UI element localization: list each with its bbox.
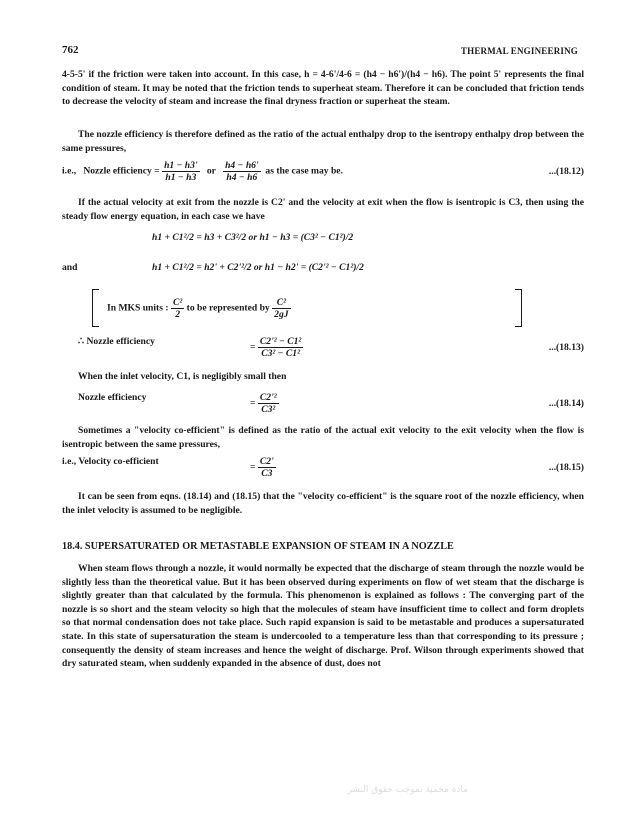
- equation-number: ...(18.14): [548, 398, 584, 409]
- equation-18-12: [62, 160, 584, 186]
- fraction-c2p-c1: $\frac{\text{C2'² − C1²}}{\text{C3² − C1²}}$: [259, 336, 302, 359]
- eq-tail: as the case may be.: [265, 165, 343, 177]
- mks-mid: to be represented by: [186, 302, 270, 314]
- page-number: 762: [62, 44, 79, 56]
- paragraph-friction: 4-5-5' if the friction were taken into account. In this case, h = 4-6'/4-6 = (h4 − h6')/(h4 − h6). The point 5' represents the final condition of steam. It may be noted that the friction tends to superheat steam. Therefore it can be concluded that friction tends to decrease the velocity of steam and increase the final dryness fraction or superheat the steam.: [62, 69, 584, 108]
- fraction-c2-2: $\frac{\text{C²}}{2}$: [172, 297, 183, 320]
- eq-equals: =: [250, 461, 256, 473]
- eq-actual-text: h1 + C1²/2 = h2' + C2'²/2 or h1 − h2' = (C2'² − C1²)/2: [152, 262, 364, 273]
- equation-number: ...(18.15): [548, 462, 584, 473]
- paragraph-velocity-coefficient: Sometimes a "velocity co-efficient" is defined as the ratio of the actual exit velocity to the exit velocity when the flow is isentropic between the same pressures,: [62, 425, 584, 450]
- eq-lead: Nozzle efficiency: [78, 392, 147, 403]
- equation-number: ...(18.12): [548, 166, 584, 177]
- eq-lead: ∴ Nozzle efficiency: [78, 336, 155, 347]
- equation-18-14: [62, 392, 584, 418]
- paragraph-nozzle-efficiency-definition: The nozzle efficiency is therefore defined as the ratio of the actual enthalpy drop to the isentropy enthalpy drop between the same pressures,: [62, 129, 584, 154]
- paragraph-inlet-negligible: When the inlet velocity, C1, is negligibly small then: [78, 371, 287, 382]
- equation-number: ...(18.13): [548, 342, 584, 353]
- paragraph-velocity-exit: If the actual velocity at exit from the nozzle is C2' and the velocity at exit when the flow is isentropic is C3, then using the steady flow energy equation, in each case we have: [62, 197, 584, 222]
- paragraph-supersaturated: When steam flows through a nozzle, it would normally be expected that the discharge of steam through the nozzle would be slightly less than the theoretical value. But it has been observed during experiments on flow of wet steam that the discharge is slightly greater than that calculated by the formula. This phenomenon is explained as follows : The converging part of the nozzle is so short and the steam velocity so high that the molecules of steam have insufficient time to collect and form droplets so that normal condensation does not take place. Such rapid expansion is said to be metastable and produces a supersaturated state. In this state of supersaturation the steam is undercooled to a temperature less than that corresponding to its pressure ; consequently the density of steam increases and hence the weight of discharge. Prof. Wilson through experiments showed that dry saturated steam, when suddenly expanded in the absence of dust, does not: [62, 563, 584, 670]
- equation-energy-actual: [62, 262, 584, 288]
- mks-lead: In MKS units :: [107, 302, 169, 314]
- running-title: THERMAL ENGINEERING: [460, 46, 578, 56]
- fraction-h1-h3: $\frac{h1 - h3'}{h1 - h3}$: [164, 160, 198, 183]
- fraction-h4-h6: $\frac{h4 - h6'}{h4 - h6}$: [225, 160, 259, 183]
- fraction-c2p-c3: $\frac{\text{C2'²}}{\text{C3²}}$: [259, 392, 277, 415]
- mks-units-note: [92, 289, 522, 325]
- equation-18-15: [62, 456, 584, 482]
- equation-18-13: [62, 336, 584, 362]
- watermark: مادة محمية بموجب حقوق النشر: [347, 785, 468, 795]
- fraction-c2-2gj: $\frac{\text{C²}}{2gJ}$: [274, 297, 289, 320]
- eq-or: or: [206, 165, 216, 177]
- section-heading-18-4: 18.4. SUPERSATURATED OR METASTABLE EXPANSION OF STEAM IN A NOZZLE: [62, 541, 454, 552]
- eq-and: and: [62, 262, 78, 273]
- eq-equals: =: [250, 341, 256, 353]
- fraction-c2p-over-c3: $\frac{C2'}{C3}$: [259, 456, 274, 479]
- paragraph-square-root: It can be seen from eqns. (18.14) and (18.15) that the "velocity co-efficient" is the square root of the nozzle efficiency, when the inlet velocity is assumed to be negligible.: [62, 491, 584, 516]
- eq-label: Nozzle efficiency =: [83, 165, 160, 177]
- eq-lead: i.e.,: [62, 165, 77, 177]
- equation-energy-isentropic: h1 + C1²/2 = h3 + C3²/2 or h1 − h3 = (C3² − C1²)/2: [152, 232, 354, 243]
- eq-lead: i.e., Velocity co-efficient: [62, 456, 159, 467]
- eq-equals: =: [250, 397, 256, 409]
